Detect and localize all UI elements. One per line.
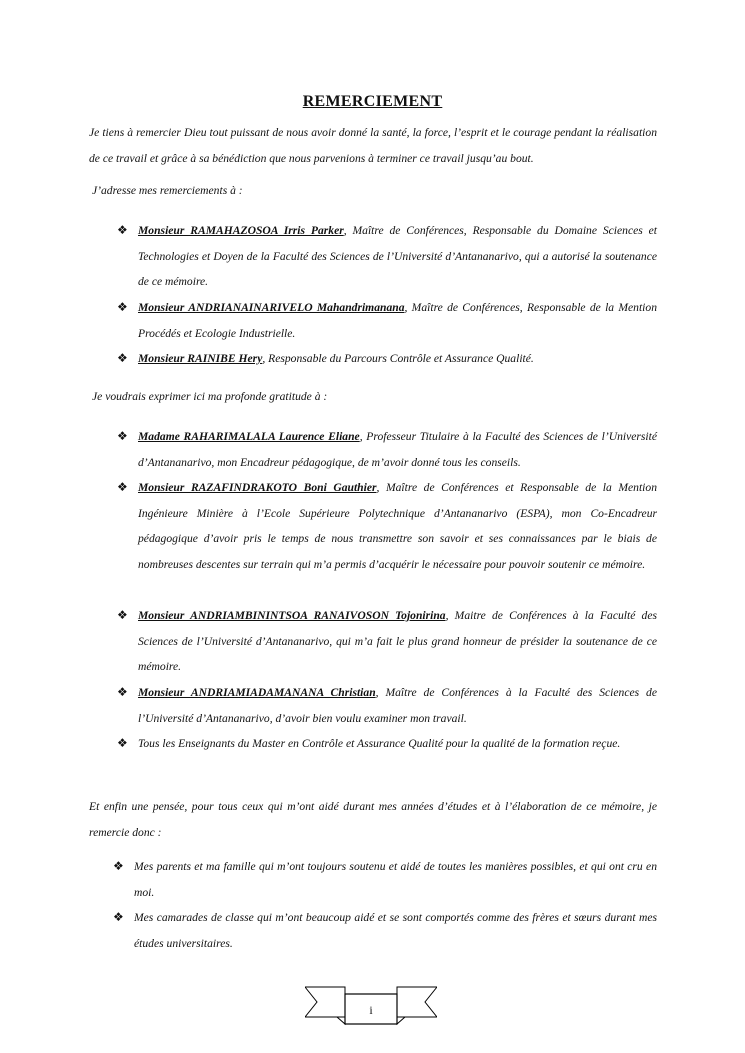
list-item: [138, 603, 657, 680]
bullet-icon: ❖: [117, 223, 128, 237]
item-text: , Maître de Conférences à la Faculté des Sciences de l’Université d’Antananarivo, d’avoir bien voulu examiner mon travail.: [138, 686, 657, 725]
item-text: , Maitre de Conférences à la Faculté des Sciences de l’Université d’Antananarivo, qui m’a fait le plus grand honneur de présider la soutenance de ce mémoire.: [138, 609, 657, 674]
list-item: [138, 475, 657, 577]
list-item: [138, 680, 657, 731]
bullet-icon: ❖: [113, 910, 124, 924]
bullet-icon: ❖: [117, 608, 128, 622]
person-name: Monsieur ANDRIANAINARIVELO Mahandrimanana: [138, 301, 405, 314]
bullet-icon: ❖: [117, 351, 128, 365]
bullet-icon: ❖: [117, 736, 128, 750]
page-title: REMERCIEMENT: [302, 93, 443, 110]
person-name: Monsieur RAZAFINDRAKOTO Boni Gauthier: [138, 481, 377, 494]
person-name: Monsieur RAMAHAZOSOA Irris Parker: [138, 224, 344, 237]
item-text: , Professeur Titulaire à la Faculté des Sciences de l’Université d’Antananarivo, mon Encadreur pédagogique, de m’avoir donné tous les conseils.: [138, 430, 657, 469]
bullet-icon: ❖: [117, 480, 128, 494]
list-item: [134, 854, 657, 905]
person-name: Monsieur ANDRIAMIADAMANANA Christian: [138, 686, 376, 699]
section1-lead: J’adresse mes remerciements à :: [92, 184, 243, 197]
person-name: Monsieur RAINIBE Hery: [138, 352, 263, 365]
list-item: [138, 218, 657, 295]
item-text: , Maître de Conférences et Responsable de la Mention Ingénieure Minière à l’Ecole Supérieure Polytechnique d’Antananarivo (ESPA), mon Co-Encadreur pédagogique d’avoir pris le temps de nous transmettre son savoir et ses connaissances par le biais de nombreuses descentes sur terrain qui m’a permis d’acquérir le nécessaire pour pouvoir soutenir ce mémoire.: [138, 481, 657, 571]
item-text: , Responsable du Parcours Contrôle et Assurance Qualité.: [262, 352, 534, 365]
list-item: [138, 295, 657, 346]
list-item: [138, 424, 657, 475]
item-text: , Maître de Conférences, Responsable de la Mention Procédés et Ecologie Industrielle.: [138, 301, 657, 340]
section3-lead: Et enfin une pensée, pour tous ceux qui m’ont aidé durant mes années d’études et à l’élaboration de ce mémoire, je remercie donc :: [89, 800, 657, 839]
bullet-icon: ❖: [117, 429, 128, 443]
person-name: Monsieur ANDRIAMBININTSOA RANAIVOSON Tojonirina: [138, 609, 446, 622]
item-text: Mes camarades de classe qui m’ont beaucoup aidé et se sont comportés comme des frères et sœurs durant mes études universitaires.: [134, 911, 657, 950]
item-text: Mes parents et ma famille qui m’ont toujours soutenu et aidé de toutes les manières possibles, et qui ont cru en moi.: [134, 860, 657, 899]
item-text: Tous les Enseignants du Master en Contrôle et Assurance Qualité pour la qualité de la formation reçue.: [138, 737, 621, 750]
list-item: [134, 905, 657, 956]
bullet-icon: ❖: [113, 859, 124, 873]
page-number: i: [369, 1003, 373, 1017]
intro-paragraph: Je tiens à remercier Dieu tout puissant de nous avoir donné la santé, la force, l’esprit et le courage pendant la réalisation de ce travail et grâce à sa bénédiction que nous parvenions à terminer ce travail jusqu’au bout.: [89, 126, 657, 165]
person-name: Madame RAHARIMALALA Laurence Eliane: [138, 430, 360, 443]
list-item: [138, 731, 657, 757]
section2-lead: Je voudrais exprimer ici ma profonde gratitude à :: [92, 390, 328, 403]
list-item: [138, 346, 657, 372]
item-text: , Maître de Conférences, Responsable du Domaine Sciences et Technologies et Doyen de la Faculté des Sciences de l’Université d’Antananarivo, qui a autorisé la soutenance de ce mémoire.: [138, 224, 657, 289]
bullet-icon: ❖: [117, 685, 128, 699]
bullet-icon: ❖: [117, 300, 128, 314]
